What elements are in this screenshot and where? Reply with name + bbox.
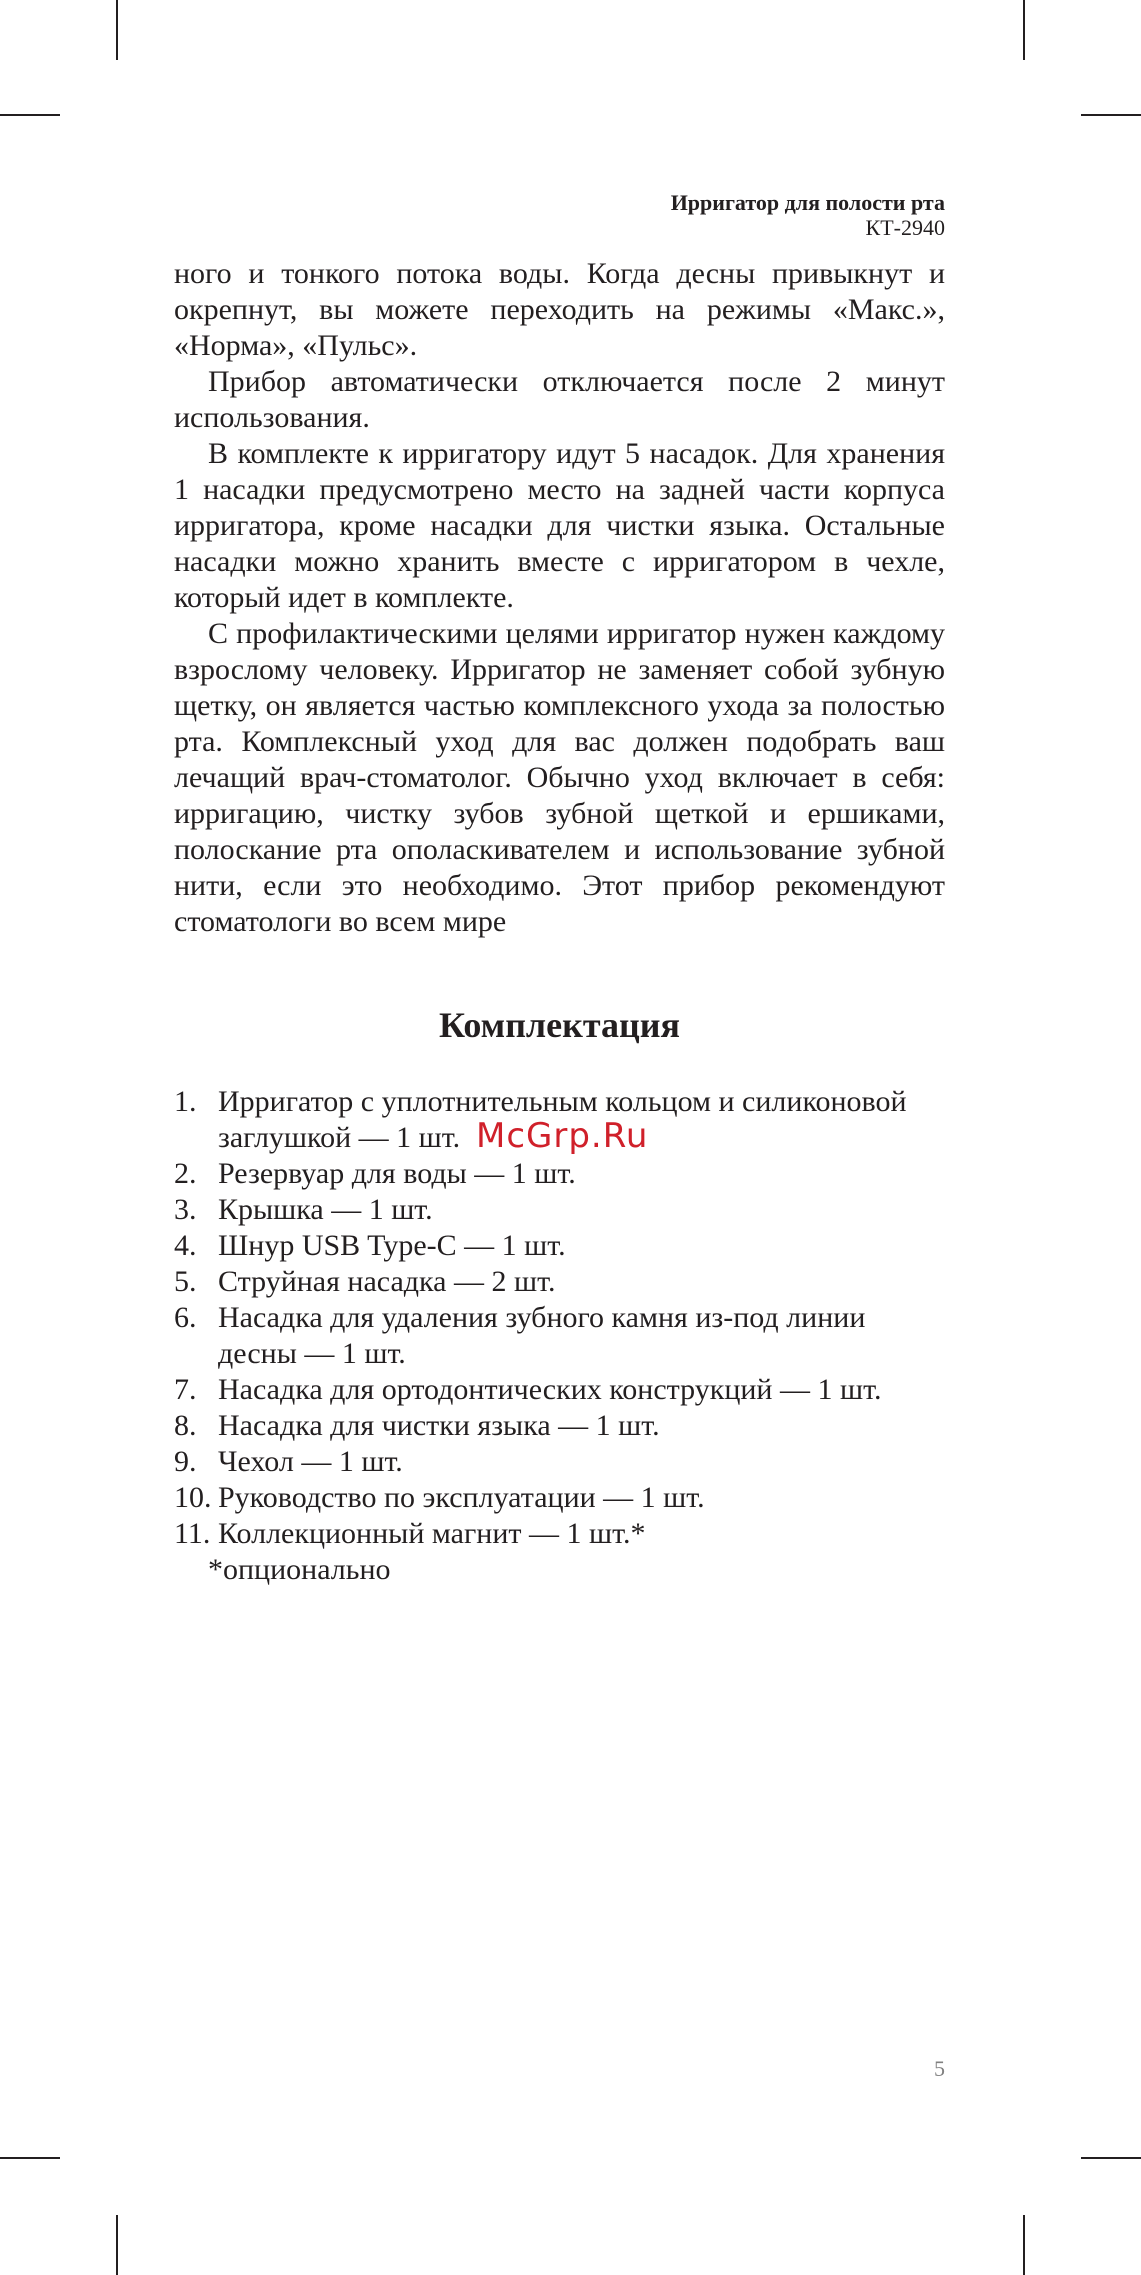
list-item-text: Руководство по эксплуатации — 1 шт. [218,1481,705,1514]
paragraph-3: В комплекте к ирригатору идут 5 насадок. Для хранения 1 насадки предусмотрено место на задней части корпуса ирригатора, кроме насадки для чистки языка. Остальные насадки можно хранить вместе с ирригатором в чехле, который идет в комплекте. [174,437,945,614]
crop-mark-bottom-right [1023,2215,1025,2275]
list-item [174,1480,945,1516]
crop-mark-left-top [0,114,60,116]
list-item [174,1156,945,1192]
header-model: КТ-2940 [865,215,945,240]
header-title: Ирригатор для полости рта [670,190,945,215]
list-item-number: 5. [174,1265,197,1298]
running-header [671,190,945,240]
list-item-number: 3. [174,1193,197,1226]
crop-mark-top-right [1023,0,1025,60]
crop-mark-top-left [116,0,118,60]
list-item-number: 8. [174,1409,197,1442]
list-item-text: Чехол — 1 шт. [218,1445,403,1478]
paragraph-1: ного и тонкого потока воды. Когда десны привыкнут и окрепнут, вы можете переходить на режимы «Макс.», «Норма», «Пульс». [174,257,945,362]
contents-list [174,1084,945,1588]
list-item-text: Крышка — 1 шт. [218,1193,433,1226]
crop-mark-left-bottom [0,2157,60,2159]
list-item-number: 6. [174,1301,197,1334]
list-item [174,1192,945,1228]
list-item-text: Шнур USB Type-C — 1 шт. [218,1229,566,1262]
list-item-text: Насадка для ортодонтических конструкций — 1 шт. [218,1373,882,1406]
list-item-number: 2. [174,1157,197,1190]
list-item [174,1264,945,1300]
list-item-number: 1. [174,1085,197,1118]
crop-mark-right-top [1081,114,1141,116]
watermark: McGrp.Ru [476,1116,649,1156]
list-item-text: Резервуар для воды — 1 шт. [218,1157,576,1190]
list-item-text: Насадка для удаления зубного камня из-под линии десны — 1 шт. [218,1301,866,1370]
crop-mark-bottom-left [116,2215,118,2275]
list-item [174,1300,945,1372]
list-item-number: 9. [174,1445,197,1478]
list-item [174,1228,945,1264]
list-item [174,1408,945,1444]
footnote: *опционально [208,1553,391,1586]
paragraph-4: С профилактическими целями ирригатор нужен каждому взрослому человеку. Ирригатор не заменяет собой зубную щетку, он является частью комплексного ухода за полостью рта. Комплексный уход для вас должен подобрать ваш лечащий врач-стоматолог. Обычно уход включает в себя: ирригацию, чистку зубов зубной щеткой и ершиками, полоскание рта ополаскивателем и использование зубной нити, если это необходимо. Этот прибор рекомендуют стоматологи во всем мире [174,617,945,938]
section-title: Комплектация [439,1005,680,1045]
list-item-text: Струйная насадка — 2 шт. [218,1265,556,1298]
page-number: 5 [934,2056,945,2081]
crop-mark-right-bottom [1081,2157,1141,2159]
list-item-number: 4. [174,1229,197,1262]
list-item [174,1372,945,1408]
list-item [174,1516,945,1552]
list-item-text: Насадка для чистки языка — 1 шт. [218,1409,660,1442]
body-text [174,256,945,940]
list-item [174,1444,945,1480]
list-item-number: 11. [174,1517,211,1550]
list-item-text: Ирригатор с уплотнительным кольцом и силиконовой заглушкой — 1 шт. [218,1085,907,1154]
list-item-text: Коллекционный магнит — 1 шт.* [218,1517,646,1550]
list-item-number: 10. [174,1481,212,1514]
paragraph-2: Прибор автоматически отключается после 2 минут использования. [174,365,945,434]
list-item-number: 7. [174,1373,197,1406]
